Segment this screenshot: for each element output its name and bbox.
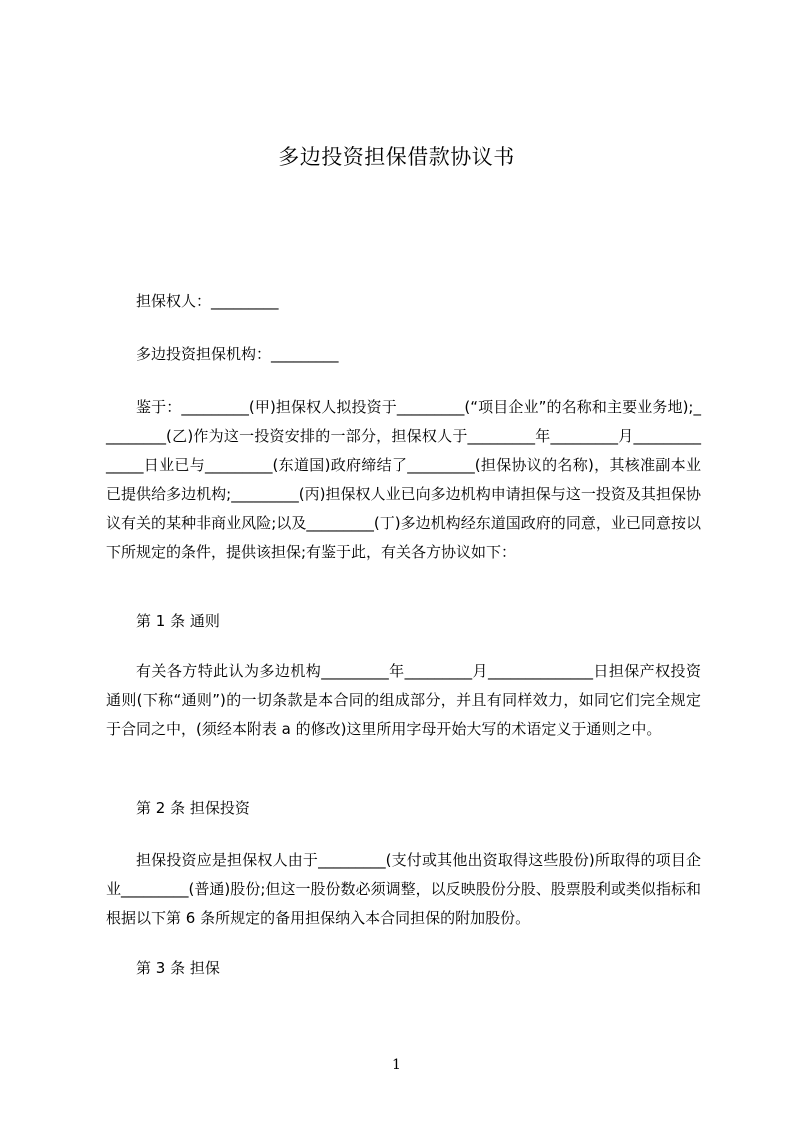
- article-3-heading: 第 3 条 担保: [136, 959, 220, 977]
- article-2-body: 担保投资应是担保权人由于_________(支付或其他出资取得这些股份)所取得的项目企业_________(普通)股份;但这一股份数必须调整，以反映股份分股、股票股利或类似指标和根据以下第 6 条所规定的备用担保纳入本合同担保的附加股份。: [106, 851, 701, 927]
- document-title: 多边投资担保借款协议书: [278, 145, 515, 169]
- recital-paragraph: 鉴于：_________(甲)担保权人拟投资于_________(“项目企业”的名称和主要业务地);_________(乙)作为这一投资安排的一部分，担保权人于_________年_________月______________日业已与_________(东道国)政府缔结了_________(担保协议的名称)，其核准副本业已提供给多边机构;_________(丙)担保权人业已向多边机构申请担保与这一投资及其担保协议有关的某种非商业风险;以及_________(丁)多边机构经东道国政府的同意，业已同意按以下所规定的条件，提供该担保;有鉴于此，有关各方协议如下：: [106, 398, 701, 561]
- page-number: 1: [392, 1057, 401, 1073]
- article-1-heading: 第 1 条 通则: [136, 612, 220, 630]
- article-2-heading: 第 2 条 担保投资: [136, 799, 250, 817]
- guarantee-holder-line: 担保权人：_________: [136, 292, 279, 310]
- agency-line: 多边投资担保机构：_________: [136, 345, 339, 363]
- article-1-body: 有关各方特此认为多边机构_________年_________月______________日担保产权投资通则(下称“通则”)的一切条款是本合同的组成部分，并且有同样效力，如同它们完全规定于合同之中，(须经本附表 a 的修改)这里所用字母开始大写的术语定义于通则之中。: [106, 662, 701, 738]
